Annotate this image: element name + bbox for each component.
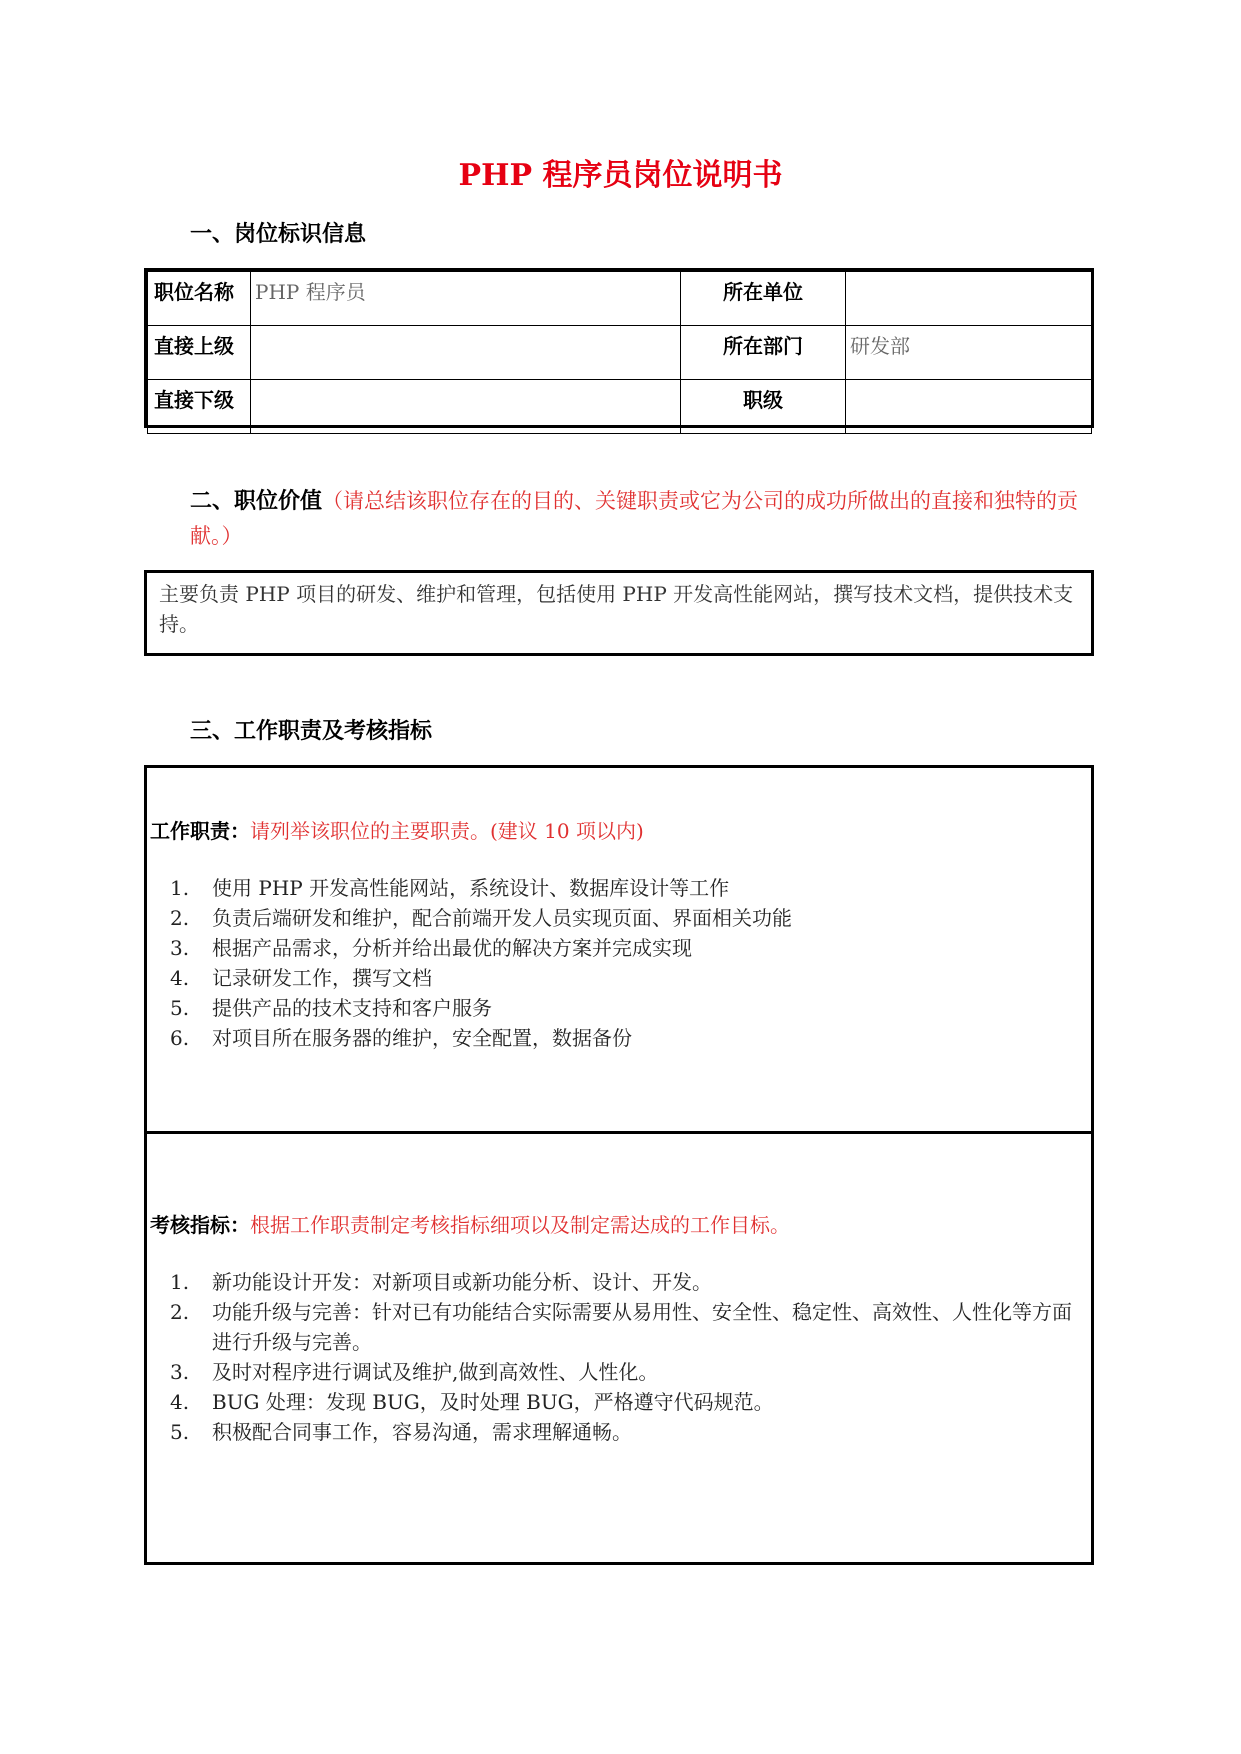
item-number: 1. [170, 876, 190, 900]
info-value [251, 326, 681, 380]
list-item [150, 1023, 1080, 1053]
divider [144, 1131, 1094, 1134]
item-text: 功能升级与完善：针对已有功能结合实际需要从易用性、安全性、稳定性、高效性、人性化等方面进行升级与完善。 [212, 1300, 1072, 1354]
position-value-box [144, 570, 1094, 656]
list-item [150, 993, 1080, 1023]
item-text: 提供产品的技术支持和客户服务 [212, 996, 492, 1020]
list-item [150, 873, 1080, 903]
item-number: 4. [170, 966, 190, 990]
item-text: 使用 PHP 开发高性能网站，系统设计、数据库设计等工作 [212, 876, 730, 900]
info-label: 直接上级 [148, 326, 251, 380]
item-number: 5. [170, 996, 190, 1020]
section2-heading: 二、职位价值 [190, 489, 323, 514]
duties-label-line [150, 815, 644, 844]
info-row [148, 272, 1092, 326]
item-number: 3. [170, 1360, 190, 1384]
list-item [150, 903, 1080, 933]
item-text: 新功能设计开发：对新项目或新功能分析、设计、开发。 [212, 1270, 712, 1294]
list-item [150, 1267, 1085, 1297]
info-label: 直接下级 [148, 380, 251, 434]
info-value [846, 380, 1092, 434]
info-label: 职级 [681, 380, 846, 434]
kpi-label-line [150, 1209, 790, 1238]
section3-heading: 三、工作职责及考核指标 [190, 719, 433, 744]
info-label: 所在部门 [681, 326, 846, 380]
item-text: 记录研发工作，撰写文档 [212, 966, 432, 990]
list-item [150, 1417, 1085, 1447]
item-number: 6. [170, 1026, 190, 1050]
kpi-note: 根据工作职责制定考核指标细项以及制定需达成的工作目标。 [250, 1213, 790, 1237]
item-text: 积极配合同事工作，容易沟通，需求理解通畅。 [212, 1420, 632, 1444]
duties-note: 请列举该职位的主要职责。(建议 10 项以内) [250, 819, 644, 843]
list-item [150, 933, 1080, 963]
duties-list [150, 873, 1080, 1053]
item-number: 4. [170, 1390, 190, 1414]
info-value: 研发部 [846, 326, 1092, 380]
list-item [150, 1387, 1085, 1417]
list-item [150, 1357, 1085, 1387]
info-row [148, 326, 1092, 380]
position-info-table [144, 268, 1094, 428]
section2-note: （请总结该职位存在的目的、关键职责或它为公司的成功所做出的直接和独特的贡献。） [190, 489, 1079, 548]
item-text: BUG 处理：发现 BUG，及时处理 BUG，严格遵守代码规范。 [212, 1390, 774, 1414]
section2-heading-block [190, 484, 1095, 554]
section1-heading: 一、岗位标识信息 [190, 222, 367, 247]
item-number: 1. [170, 1270, 190, 1294]
item-text: 及时对程序进行调试及维护,做到高效性、人性化。 [212, 1360, 659, 1384]
item-text: 根据产品需求，分析并给出最优的解决方案并完成实现 [212, 936, 692, 960]
document-title: PHP 程序员岗位说明书 [458, 158, 783, 193]
kpi-list [150, 1267, 1085, 1447]
item-text: 负责后端研发和维护，配合前端开发人员实现页面、界面相关功能 [212, 906, 792, 930]
item-number: 5. [170, 1420, 190, 1444]
kpi-label: 考核指标： [150, 1213, 250, 1237]
info-row [148, 380, 1092, 434]
info-value [251, 380, 681, 434]
item-text: 对项目所在服务器的维护，安全配置，数据备份 [212, 1026, 632, 1050]
list-item [150, 1297, 1085, 1357]
duties-label: 工作职责： [150, 819, 250, 843]
item-number: 2. [170, 906, 190, 930]
list-item [150, 963, 1080, 993]
position-value-text: 主要负责 PHP 项目的研发、维护和管理，包括使用 PHP 开发高性能网站，撰写技术文档，提供技术支持。 [159, 582, 1074, 636]
info-value [846, 272, 1092, 326]
item-number: 3. [170, 936, 190, 960]
info-label: 职位名称 [148, 272, 251, 326]
info-label: 所在单位 [681, 272, 846, 326]
info-value: PHP 程序员 [251, 272, 681, 326]
item-number: 2. [170, 1300, 190, 1324]
